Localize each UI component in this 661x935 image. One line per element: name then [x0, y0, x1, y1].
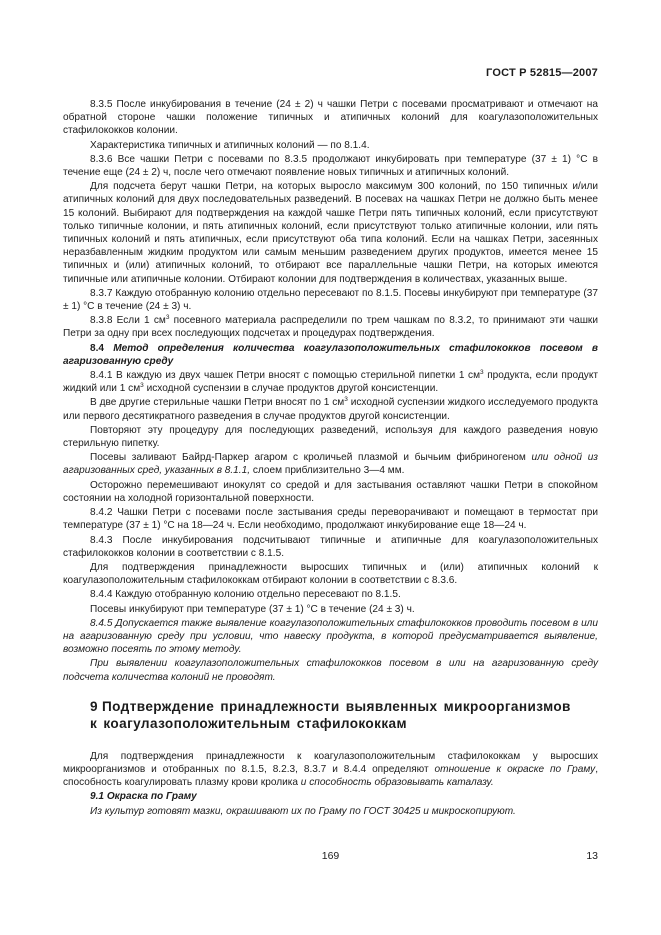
paragraph-8-4-2: 8.4.2 Чашки Петри с посевами после застывания среды переворачивают и помещают в термостат при температуре (37 ± 1) °С на 18—24 ч. Если необходимо, продолжают инкубирование еще 18—24 ч. — [63, 507, 598, 532]
subsection-number: 8.4 — [90, 342, 105, 354]
document-header: ГОСТ Р 52815—2007 — [486, 67, 598, 79]
paragraph-characteristics: Характеристика типичных и атипичных колоний — по 8.1.4. — [90, 139, 370, 151]
paragraph-8-4-5: 8.4.5 Допускается также выявление коагулазоположительных стафилококков проводить посевом в или на агаризованную среду при условии, что навеску продукта, в которой предусматривается выявление, возможно посеять по этому методу. — [63, 617, 598, 656]
section-title-line1: Подтверждение принадлежности выявленных микроорганизмов — [101, 698, 571, 714]
subsection-9-1-heading: 9.1 Окраска по Граму — [90, 791, 197, 803]
section-number: 9 — [90, 698, 98, 714]
paragraph-pouring: Посевы заливают Байрд-Паркер агаром с кроличьей плазмой и бычьим фибриногеном или одной из агаризованных сред, указанных в 8.1.1, слоем приблизительно 3—4 мм. — [63, 452, 598, 477]
subsection-8-4-heading — [63, 342, 598, 368]
paragraph-mixing: Осторожно перемешивают инокулят со средой и для застывания оставляют чашки Петри в спокойном состоянии на холодной горизонтальной поверхности. — [63, 479, 598, 504]
paragraph-repeat: Повторяют эту процедуру для последующих разведений, используя для каждого разведения новую стерильную пипетку. — [63, 424, 598, 450]
paragraph-8-4-4: 8.4.4 Каждую отобранную колонию отдельно пересевают по 8.1.5. — [90, 589, 401, 601]
paragraph-detection: При выявлении коагулазоположительных стафилококков посевом в или на агаризованную среду подсчета количества колоний не проводят. — [63, 658, 598, 683]
paragraph-two-dishes: В две другие стерильные чашки Петри вносят по 1 $см^3$ исходной суспензии жидкого исследуемого продукта или первого десятикратного разведения в случае продуктов другой консистенции. — [63, 396, 599, 422]
paragraph-8-4-1: 8.4.1 В каждую из двух чашек Петри вносят с помощью стерильной пипетки 1 $см^3$ продукта, если продукт жидкий или 1 $см^3$ исходной суспензии в случае продуктов другой консистенции. — [63, 369, 598, 395]
paragraph-9-1: Из культур готовят мазки, окрашивают их по Граму по ГОСТ 30425 и микроскопируют. — [90, 805, 516, 817]
page-number-center: 169 — [321, 850, 340, 862]
paragraph-confirmation: Для подтверждения принадлежности выросших типичных и (или) атипичных колоний к коагулазоположительным стафилококкам отбирают колонии в соответствии с 8.3.6. — [63, 561, 598, 587]
page-content — [63, 98, 598, 818]
page-number-right: 13 — [586, 850, 598, 862]
paragraph-section-9-intro: Для подтверждения принадлежности к коагулазоположительным стафилококкам у выросших микроорганизмов и отобранных по 8.1.5, 8.2.3, 8.3.7 и 8.4.4 определяют отношение к окраске по Граму, способность коагулировать плазму крови кролика и способность образовывать каталазу. — [63, 750, 598, 789]
paragraph-8-3-8: 8.3.8 Если 1 $см^3$ посевного материала распределили по трем чашкам по 8.3.2, то принимают эти чашки Петри за одну при всех последующих подсчетах и процедурах подтверждения. — [63, 314, 598, 340]
paragraph-incubation: Посевы инкубируют при температуре (37 ± 1) °С в течение (24 ± 3) ч. — [90, 603, 415, 615]
paragraph-8-3-6: 8.3.6 Все чашки Петри с посевами по 8.3.5 продолжают инкубировать при температуре (37 ± 1) °С в течение еще (24 ± 2) ч, после чего отмечают появление новых типичных и атипичных колоний. — [63, 153, 598, 179]
paragraph-8-4-3: 8.4.3 После инкубирования подсчитывают типичные и атипичные для коагулазоположительных стафилококков колонии в соответствии с 8.1.5. — [63, 534, 598, 559]
section-9-heading — [90, 698, 598, 732]
paragraph-counting: Для подсчета берут чашки Петри, на которых выросло максимум 300 колоний, по 150 типичных и/или атипичных колоний для двух последовательных разведений. В посевах на чашках Петри не должно быть менее 15 колоний. Выбирают для подтверждения на каждой чашке Петри пять типичных колоний, если присутствуют только типичные колонии, и пять атипичных колоний, если присутствуют только атипичные колонии, или пять типичных колоний и пять атипичных, если присутствуют оба типа колоний. Если на чашках Петри, засеянных неразбавленным жидким продуктом или самым меньшим разведением других продуктов, имеется менее 15 типичных и (или) атипичных колоний, то отбирают все параллельные чашки Петри, на которых имеются типичные или атипичные колонии. Отбирают колонии для подтверждения в количествах, указанных выше. — [63, 181, 598, 285]
paragraph-8-3-7: 8.3.7 Каждую отобранную колонию отдельно пересевают по 8.1.5. Посевы инкубируют при температуре (37 ± 1) °С в течение (24 ± 3) ч. — [63, 287, 598, 313]
paragraph-8-3-5: 8.3.5 После инкубирования в течение (24 ± 2) ч чашки Петри с посевами просматривают и отмечают на обратной стороне чашки положение типичных и атипичных колоний для коагулазоположительных стафилококков колонии. — [63, 99, 598, 137]
section-title-line2: к коагулазоположительным стафилококкам — [90, 715, 407, 731]
subsection-title: Метод определения количества коагулазоположительных стафилококков посевом в агаризованную среду — [63, 342, 598, 367]
